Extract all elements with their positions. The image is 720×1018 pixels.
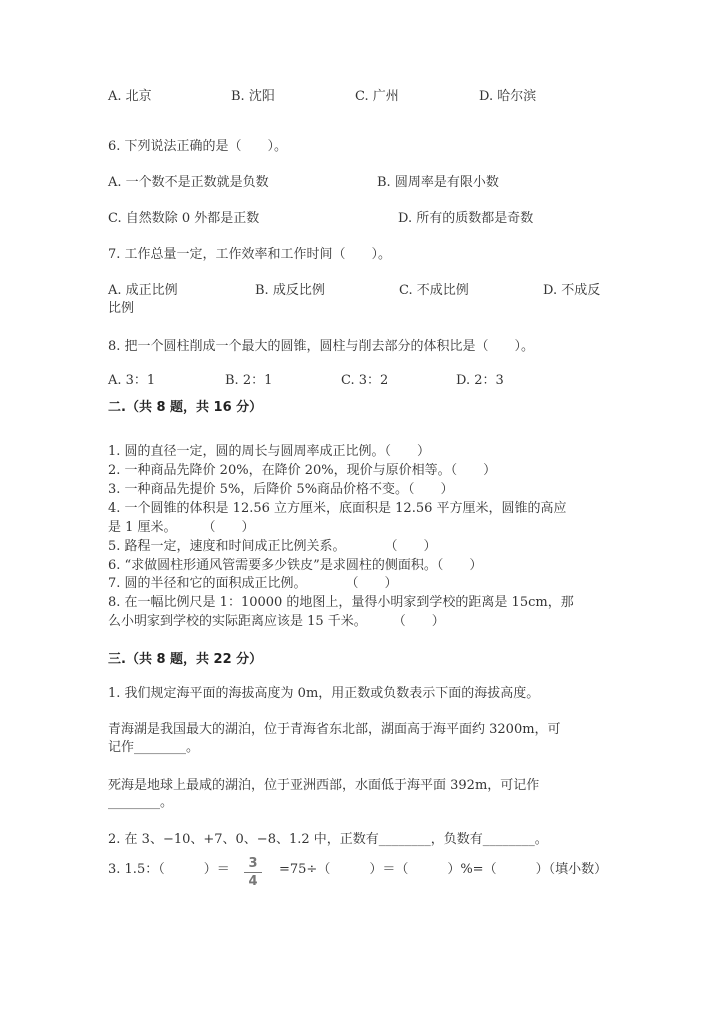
question-stem: 8. 把一个圆柱削成一个最大的圆锥，圆柱与削去部分的体积比是（ ）。 [108, 339, 535, 354]
question-text: 死海是地球上最咸的湖泊，位于亚洲西部，水面低于海平面 392m，可记作 [108, 778, 540, 793]
judgment-line: 2. 一种商品先降价 20%，在降价 20%，现价与原价相等。（ ） [108, 463, 497, 478]
judgment-line: 是 1 厘米。 （ ） [108, 520, 255, 535]
option-c: C. 3：2 [341, 373, 389, 388]
fraction-three-quarters [244, 856, 262, 889]
option-c: C. 自然数除 0 外都是正数 [108, 211, 260, 226]
fraction-bar [244, 872, 262, 873]
judgment-line: 5. 路程一定，速度和时间成正比例关系。 （ ） [108, 539, 437, 554]
option-b: B. 圆周率是有限小数 [377, 175, 499, 190]
judgment-line: 3. 一种商品先提价 5%，后降价 5%商品价格不变。（ ） [108, 482, 454, 497]
question-text: 记作________。 [108, 740, 200, 755]
judgment-line: 6. “求做圆柱形通风管需要多少铁皮”是求圆柱的侧面积。（ ） [108, 558, 483, 573]
option-b: B. 沈阳 [231, 89, 275, 104]
option-a: A. 一个数不是正数就是负数 [108, 175, 269, 190]
section-title: 二.（共 8 题，共 16 分） [108, 400, 263, 415]
judgment-line: 7. 圆的半径和它的面积成正比例。 （ ） [108, 576, 398, 591]
option-c: C. 不成比例 [399, 283, 469, 298]
fraction-numerator: 3 [248, 856, 258, 871]
option-a: A. 成正比例 [108, 283, 178, 298]
judgment-line: 么小明家到学校的实际距离应该是 15 千米。 （ ） [108, 614, 445, 629]
option-d: D. 哈尔滨 [479, 89, 537, 104]
option-a: A. 北京 [108, 89, 152, 104]
option-b: B. 2：1 [225, 373, 273, 388]
option-c: C. 广州 [355, 89, 399, 104]
option-a: A. 3：1 [108, 373, 156, 388]
option-d-wrap: 比例 [108, 301, 135, 316]
question-stem: 7. 工作总量一定，工作效率和工作时间（ ）。 [108, 247, 392, 262]
section-title: 三.（共 8 题，共 22 分） [108, 652, 263, 667]
option-d: D. 所有的质数都是奇数 [398, 211, 534, 226]
question-text: =75÷（ ）＝（ ）%=（ ）（填小数） [279, 862, 608, 877]
question-text: 青海湖是我国最大的湖泊，位于青海省东北部，湖面高于海平面约 3200m，可 [108, 722, 561, 737]
option-b: B. 成反比例 [255, 283, 325, 298]
option-d: D. 2：3 [456, 373, 504, 388]
option-d: D. 不成反 [543, 283, 601, 298]
question-stem: 6. 下列说法正确的是（ ）。 [108, 139, 288, 154]
question-stem: 3. 1.5：（ ）＝ [108, 862, 230, 877]
judgment-line: 8. 在一幅比例尺是 1：10000 的地图上，量得小明家到学校的距离是 15cm，那 [108, 595, 574, 610]
fraction-denominator: 4 [248, 874, 258, 889]
question-stem: 2. 在 3、−10、+7、0、−8、1.2 中，正数有________，负数有________。 [108, 832, 548, 847]
judgment-line: 4. 一个圆锥的体积是 12.56 立方厘米，底面积是 12.56 平方厘米，圆锥的高应 [108, 501, 567, 516]
question-stem: 1. 我们规定海平面的海拔高度为 0m，用正数或负数表示下面的海拔高度。 [108, 686, 540, 701]
judgment-line: 1. 圆的直径一定，圆的周长与圆周率成正比例。（ ） [108, 444, 431, 459]
question-text: ________。 [108, 795, 174, 810]
